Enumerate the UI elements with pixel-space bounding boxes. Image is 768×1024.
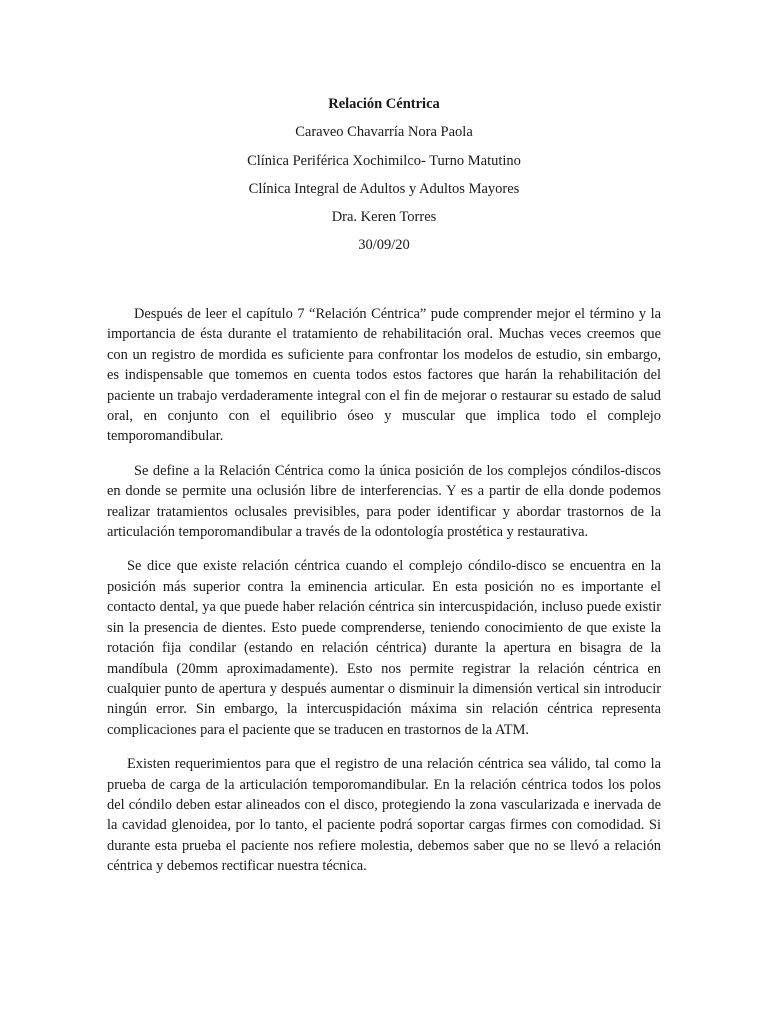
professor-name: Dra. Keren Torres — [331, 209, 437, 226]
document-body — [107, 304, 661, 877]
clinic-name: Clínica Periférica Xochimilco- Turno Matutino — [247, 152, 521, 169]
document-header — [0, 90, 768, 260]
paragraph-1: Después de leer el capítulo 7 “Relación Céntrica” pude comprender mejor el término y la importancia de ésta durante el tratamiento de rehabilitación oral. Muchas veces creemos que con un registro de mordida es suficiente para confrontar los modelos de estudio, sin embargo, es indispensable que tomemos en cuenta todos estos factores que harán la rehabilitación del paciente un trabajo verdaderamente integral con el fin de mejorar o restaurar su estado de salud oral, en conjunto con el equilibrio óseo y muscular que implica todo el complejo temporomandibular. — [107, 306, 661, 445]
course-name: Clínica Integral de Adultos y Adultos Mayores — [248, 180, 520, 197]
paragraph-3: Se dice que existe relación céntrica cuando el complejo cóndilo-disco se encuentra en la posición más superior contra la eminencia articular. En esta posición no es importante el contacto dental, ya que puede haber relación céntrica sin intercuspidación, incluso puede existir sin la presencia de dientes. Esto puede comprenderse, teniendo conocimiento de que existe la rotación fija condilar (estando en relación céntrica) durante la apertura en bisagra de la mandíbula (20mm aproximadamente). Esto nos permite registrar la relación céntrica en cualquier punto de apertura y después aumentar o disminuir la dimensión vertical sin introducir ningún error. Sin embargo, la intercuspidación máxima sin relación céntrica representa complicaciones para el paciente que se traducen en trastornos de la ATM. — [107, 558, 661, 738]
author-name: Caraveo Chavarría Nora Paola — [295, 124, 473, 141]
paragraph-4: Existen requerimientos para que el registro de una relación céntrica sea válido, tal como la prueba de carga de la articulación temporomandibular. En la relación céntrica todos los polos del cóndilo deben estar alineados con el disco, protegiendo la zona vascularizada e inervada de la cavidad glenoidea, por lo tanto, el paciente podrá soportar cargas firmes con comodidad. Si durante esta prueba el paciente nos refiere molestia, debemos saber que no se llevó a relación céntrica y debemos rectificar nuestra técnica. — [107, 756, 661, 875]
paragraph-2: Se define a la Relación Céntrica como la única posición de los complejos cóndilos-discos en donde se permite una oclusión libre de interferencias. Y es a partir de ella donde podemos realizar tratamientos oclusales previsibles, para poder identificar y abordar trastornos de la articulación temporomandibular a través de la odontología prostética y restaurativa. — [107, 462, 661, 541]
document-title: Relación Céntrica — [328, 96, 440, 112]
document-date: 30/09/20 — [358, 237, 410, 254]
